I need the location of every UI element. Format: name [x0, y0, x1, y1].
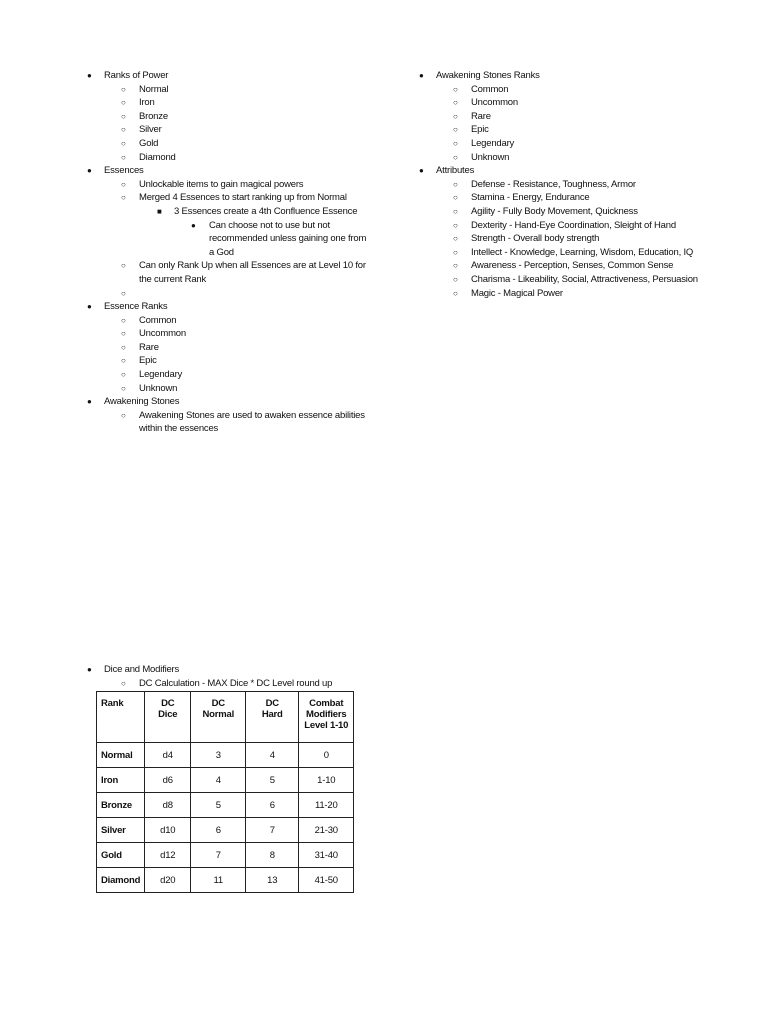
list-item: ○ Common [453, 83, 509, 95]
table-cell: Gold [97, 843, 145, 868]
hollow-bullet-icon: ○ [121, 125, 126, 135]
table-cell: 41-50 [299, 868, 354, 893]
table-cell: d8 [145, 793, 191, 818]
hollow-bullet-icon: ○ [121, 98, 126, 108]
list-item: ○ Uncommon [121, 328, 186, 340]
table-cell: 6 [191, 818, 246, 843]
list-item: ○ Uncommon [453, 97, 518, 109]
list-item: ○ Defense - Resistance, Toughness, Armor [453, 178, 636, 190]
table-cell: 6 [246, 793, 299, 818]
table-row [97, 843, 354, 868]
outline-list [86, 663, 406, 690]
table-cell: 21-30 [299, 818, 354, 843]
list-item: ○ Gold [121, 137, 159, 149]
table-cell: 11-20 [299, 793, 354, 818]
list-item: ● Essence Ranks [87, 301, 168, 313]
hollow-bullet-icon: ○ [453, 111, 458, 121]
list-item: ○ Awareness - Perception, Senses, Common Sense [453, 260, 674, 272]
table-cell: d12 [145, 843, 191, 868]
hollow-bullet-icon: ○ [121, 370, 126, 380]
list-item: ○ Diamond [121, 151, 176, 163]
hollow-bullet-icon: ○ [121, 261, 126, 271]
table-cell: Normal [97, 743, 145, 768]
dice-table [96, 691, 354, 893]
list-item: ○ Common [121, 314, 177, 326]
list-item: ○ Legendary [453, 137, 515, 149]
hollow-bullet-icon: ○ [121, 329, 126, 339]
list-item: ○ DC Calculation - MAX Dice * DC Level round up [121, 677, 333, 689]
table-cell: 31-40 [299, 843, 354, 868]
list-item: ● Ranks of Power [87, 70, 169, 81]
square-bullet-icon: ■ [157, 206, 162, 216]
filled-bullet-icon: ● [87, 166, 92, 176]
list-item: ○ Intellect - Knowledge, Learning, Wisdom, Education, IQ [453, 246, 694, 258]
table-header-cell: DC Normal [191, 692, 246, 743]
list-item: ○ Bronze [121, 110, 168, 122]
hollow-bullet-icon: ○ [453, 125, 458, 135]
hollow-bullet-icon: ○ [453, 152, 458, 162]
table-cell: d6 [145, 768, 191, 793]
hollow-bullet-icon: ○ [453, 247, 458, 257]
filled-bullet-icon: ● [87, 397, 92, 407]
hollow-bullet-icon: ○ [453, 193, 458, 203]
list-item: ○ Unlockable items to gain magical powers [121, 178, 304, 190]
table-cell: d10 [145, 818, 191, 843]
table-cell: Silver [97, 818, 145, 843]
table-cell: 5 [191, 793, 246, 818]
table-row [97, 768, 354, 793]
list-item: ● Awakening Stones [87, 396, 180, 408]
list-item: ○ Rare [453, 110, 491, 122]
filled-bullet-icon: ● [419, 71, 424, 80]
table-header-cell: Rank [97, 692, 145, 743]
list-item: ○ Charisma - Likeability, Social, Attractiveness, Persuasion [453, 273, 698, 285]
table-body [97, 743, 354, 893]
list-item: ○ Unknown [453, 151, 510, 163]
table-cell: 11 [191, 868, 246, 893]
list-item: ○ Legendary [121, 369, 183, 381]
table-cell: 0 [299, 743, 354, 768]
outline-list [86, 69, 386, 436]
list-item: ● Can choose not to use but not recommended unless gaining one from a God [191, 219, 367, 258]
list-item: ○ Rare [121, 341, 159, 353]
hollow-bullet-icon: ○ [121, 678, 126, 688]
hollow-bullet-icon: ○ [121, 342, 126, 352]
table-row [97, 818, 354, 843]
table-header-cell: Combat Modifiers Level 1-10 [299, 692, 354, 743]
filled-bullet-icon: ● [191, 220, 196, 230]
filled-bullet-icon: ● [87, 71, 92, 80]
hollow-bullet-icon: ○ [453, 288, 458, 298]
list-item: ○ Agility - Fully Body Movement, Quickness [453, 205, 638, 217]
outline-list [418, 69, 738, 300]
right-column [418, 69, 738, 300]
list-item: ■ 3 Essences create a 4th Confluence Essence [157, 205, 358, 217]
list-item: ○ Iron [121, 97, 155, 109]
list-item: ● Awakening Stones Ranks [419, 70, 540, 81]
table-header-cell: DC Dice [145, 692, 191, 743]
table-cell: 8 [246, 843, 299, 868]
list-item: ○ Can only Rank Up when all Essences are at Level 10 for the current Rank [121, 260, 366, 285]
table-row [97, 743, 354, 768]
hollow-bullet-icon: ○ [453, 234, 458, 244]
filled-bullet-icon: ● [87, 665, 92, 674]
hollow-bullet-icon: ○ [121, 410, 126, 420]
table-cell: 7 [246, 818, 299, 843]
hollow-bullet-icon: ○ [121, 315, 126, 325]
left-column [86, 69, 386, 436]
table-row [97, 868, 354, 893]
filled-bullet-icon: ● [87, 302, 92, 312]
table-row [97, 793, 354, 818]
table-cell: Iron [97, 768, 145, 793]
table-cell: 13 [246, 868, 299, 893]
hollow-bullet-icon: ○ [453, 98, 458, 108]
hollow-bullet-icon: ○ [453, 179, 458, 189]
list-item: ○ Normal [121, 83, 169, 95]
table-header-cell: DC Hard [246, 692, 299, 743]
table-cell: 5 [246, 768, 299, 793]
hollow-bullet-icon: ○ [121, 152, 126, 162]
hollow-bullet-icon: ○ [453, 84, 458, 94]
list-item: ○ Epic [453, 124, 489, 136]
hollow-bullet-icon: ○ [453, 261, 458, 271]
hollow-bullet-icon: ○ [121, 111, 126, 121]
hollow-bullet-icon: ○ [121, 288, 126, 298]
list-item: ○ Unknown [121, 382, 178, 394]
list-item: ○ Stamina - Energy, Endurance [453, 192, 590, 204]
hollow-bullet-icon: ○ [453, 138, 458, 148]
table-cell: 3 [191, 743, 246, 768]
table-cell: 4 [191, 768, 246, 793]
table-cell: Diamond [97, 868, 145, 893]
hollow-bullet-icon: ○ [453, 206, 458, 216]
hollow-bullet-icon: ○ [453, 274, 458, 284]
hollow-bullet-icon: ○ [121, 138, 126, 148]
list-item: ● Dice and Modifiers [87, 664, 180, 675]
hollow-bullet-icon: ○ [121, 193, 126, 203]
list-item: ○ Magic - Magical Power [453, 287, 563, 299]
table-cell: 4 [246, 743, 299, 768]
table-cell: d20 [145, 868, 191, 893]
table-cell: d4 [145, 743, 191, 768]
list-item: ● Attributes [419, 165, 475, 177]
table-cell: Bronze [97, 793, 145, 818]
dice-section [86, 663, 406, 893]
hollow-bullet-icon: ○ [121, 84, 126, 94]
table-cell: 7 [191, 843, 246, 868]
hollow-bullet-icon: ○ [453, 220, 458, 230]
table-header-row [97, 692, 354, 743]
list-item: ○ Dexterity - Hand-Eye Coordination, Sleight of Hand [453, 219, 676, 231]
table-cell: 1-10 [299, 768, 354, 793]
list-item: ○ Awakening Stones are used to awaken essence abilities within the essences [121, 409, 365, 435]
list-item: ○ Epic [121, 355, 157, 367]
filled-bullet-icon: ● [419, 166, 424, 176]
list-item [86, 287, 386, 301]
list-item: ● Essences [87, 165, 144, 177]
hollow-bullet-icon: ○ [121, 179, 126, 189]
hollow-bullet-icon: ○ [121, 383, 126, 393]
list-item: ○ Strength - Overall body strength [453, 233, 600, 245]
list-item: ○ Merged 4 Essences to start ranking up from Normal [121, 192, 347, 204]
hollow-bullet-icon: ○ [121, 356, 126, 366]
list-item: ○ Silver [121, 124, 162, 136]
